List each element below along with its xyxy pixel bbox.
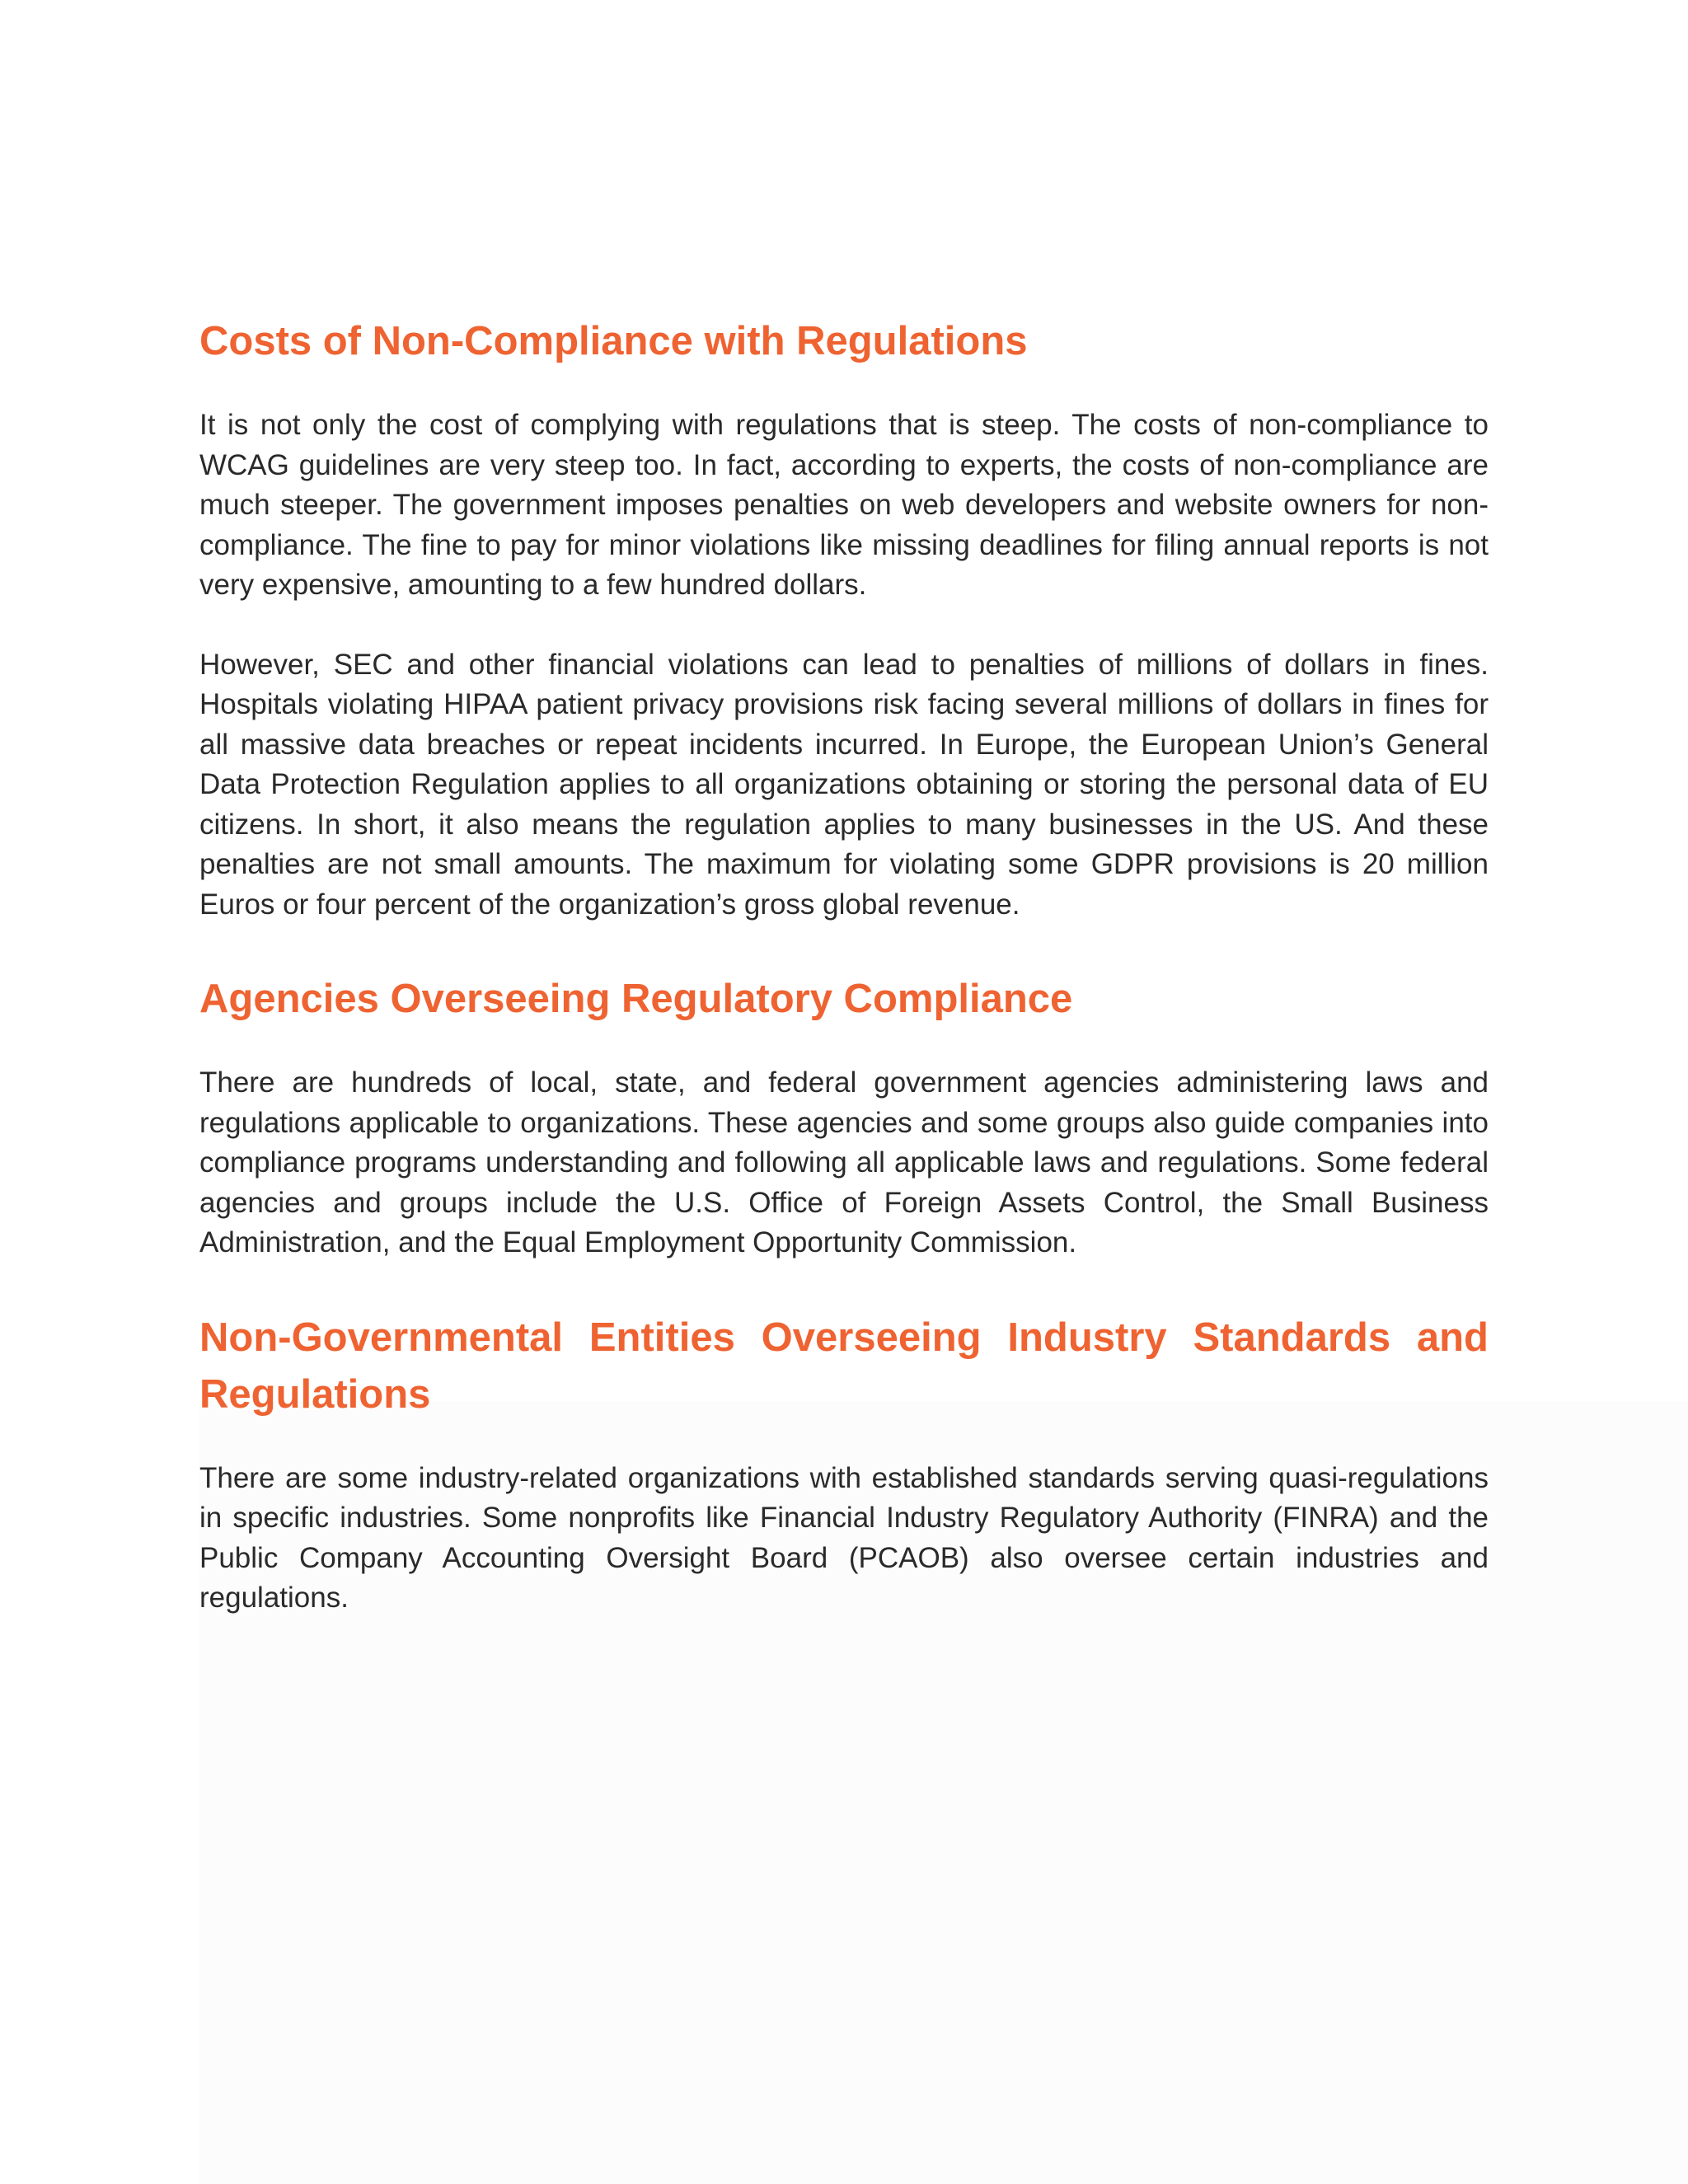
paragraph-non-compliance-penalties: However, SEC and other financial violations can lead to penalties of millions of dollars in fines. Hospitals violating HIPAA patient privacy provisions risk facing several millions of dollars in fines for all massive data breaches or repeat incidents incurred. In Europe, the European Union’s General Data Protection Regulation applies to all organizations obtaining or storing the personal data of EU citizens. In short, it also means the regulation applies to many businesses in the US. And these penalties are not small amounts. The maximum for violating some GDPR provisions is 20 million Euros or four percent of the organization’s gross global revenue.	[199, 648, 1489, 921]
paragraph-non-compliance-intro: It is not only the cost of complying with regulations that is steep. The costs of non-compliance to WCAG guidelines are very steep too. In fact, according to experts, the costs of non-compliance are much steeper. The government imposes penalties on web developers and website owners for non-compliance. The fine to pay for minor violations like missing deadlines for filing annual reports is not very expensive, amounting to a few hundred dollars.	[199, 409, 1489, 601]
section-heading-non-governmental-entities: Non-Governmental Entities Overseeing Industry Standards and Regulations	[199, 1315, 1489, 1417]
document-body	[199, 313, 1489, 1619]
paragraph-agencies: There are hundreds of local, state, and federal government agencies administering laws and regulations applicable to organizations. These agencies and some groups also guide companies into compliance programs understanding and following all applicable laws and regulations. Some federal agencies and groups include the U.S. Office of Foreign Assets Control, the Small Business Administration, and the Equal Employment Opportunity Commission.	[199, 1066, 1489, 1258]
section-heading-agencies: Agencies Overseeing Regulatory Compliance	[199, 977, 1073, 1021]
paragraph-non-governmental-entities: There are some industry-related organizations with established standards serving quasi-regulations in specific industries. Some nonprofits like Financial Industry Regulatory Authority (FINRA) and the Public Company Accounting Oversight Board (PCAOB) also oversee certain industries and regulations.	[199, 1461, 1489, 1614]
section-heading-non-compliance-costs: Costs of Non-Compliance with Regulations	[199, 319, 1028, 363]
